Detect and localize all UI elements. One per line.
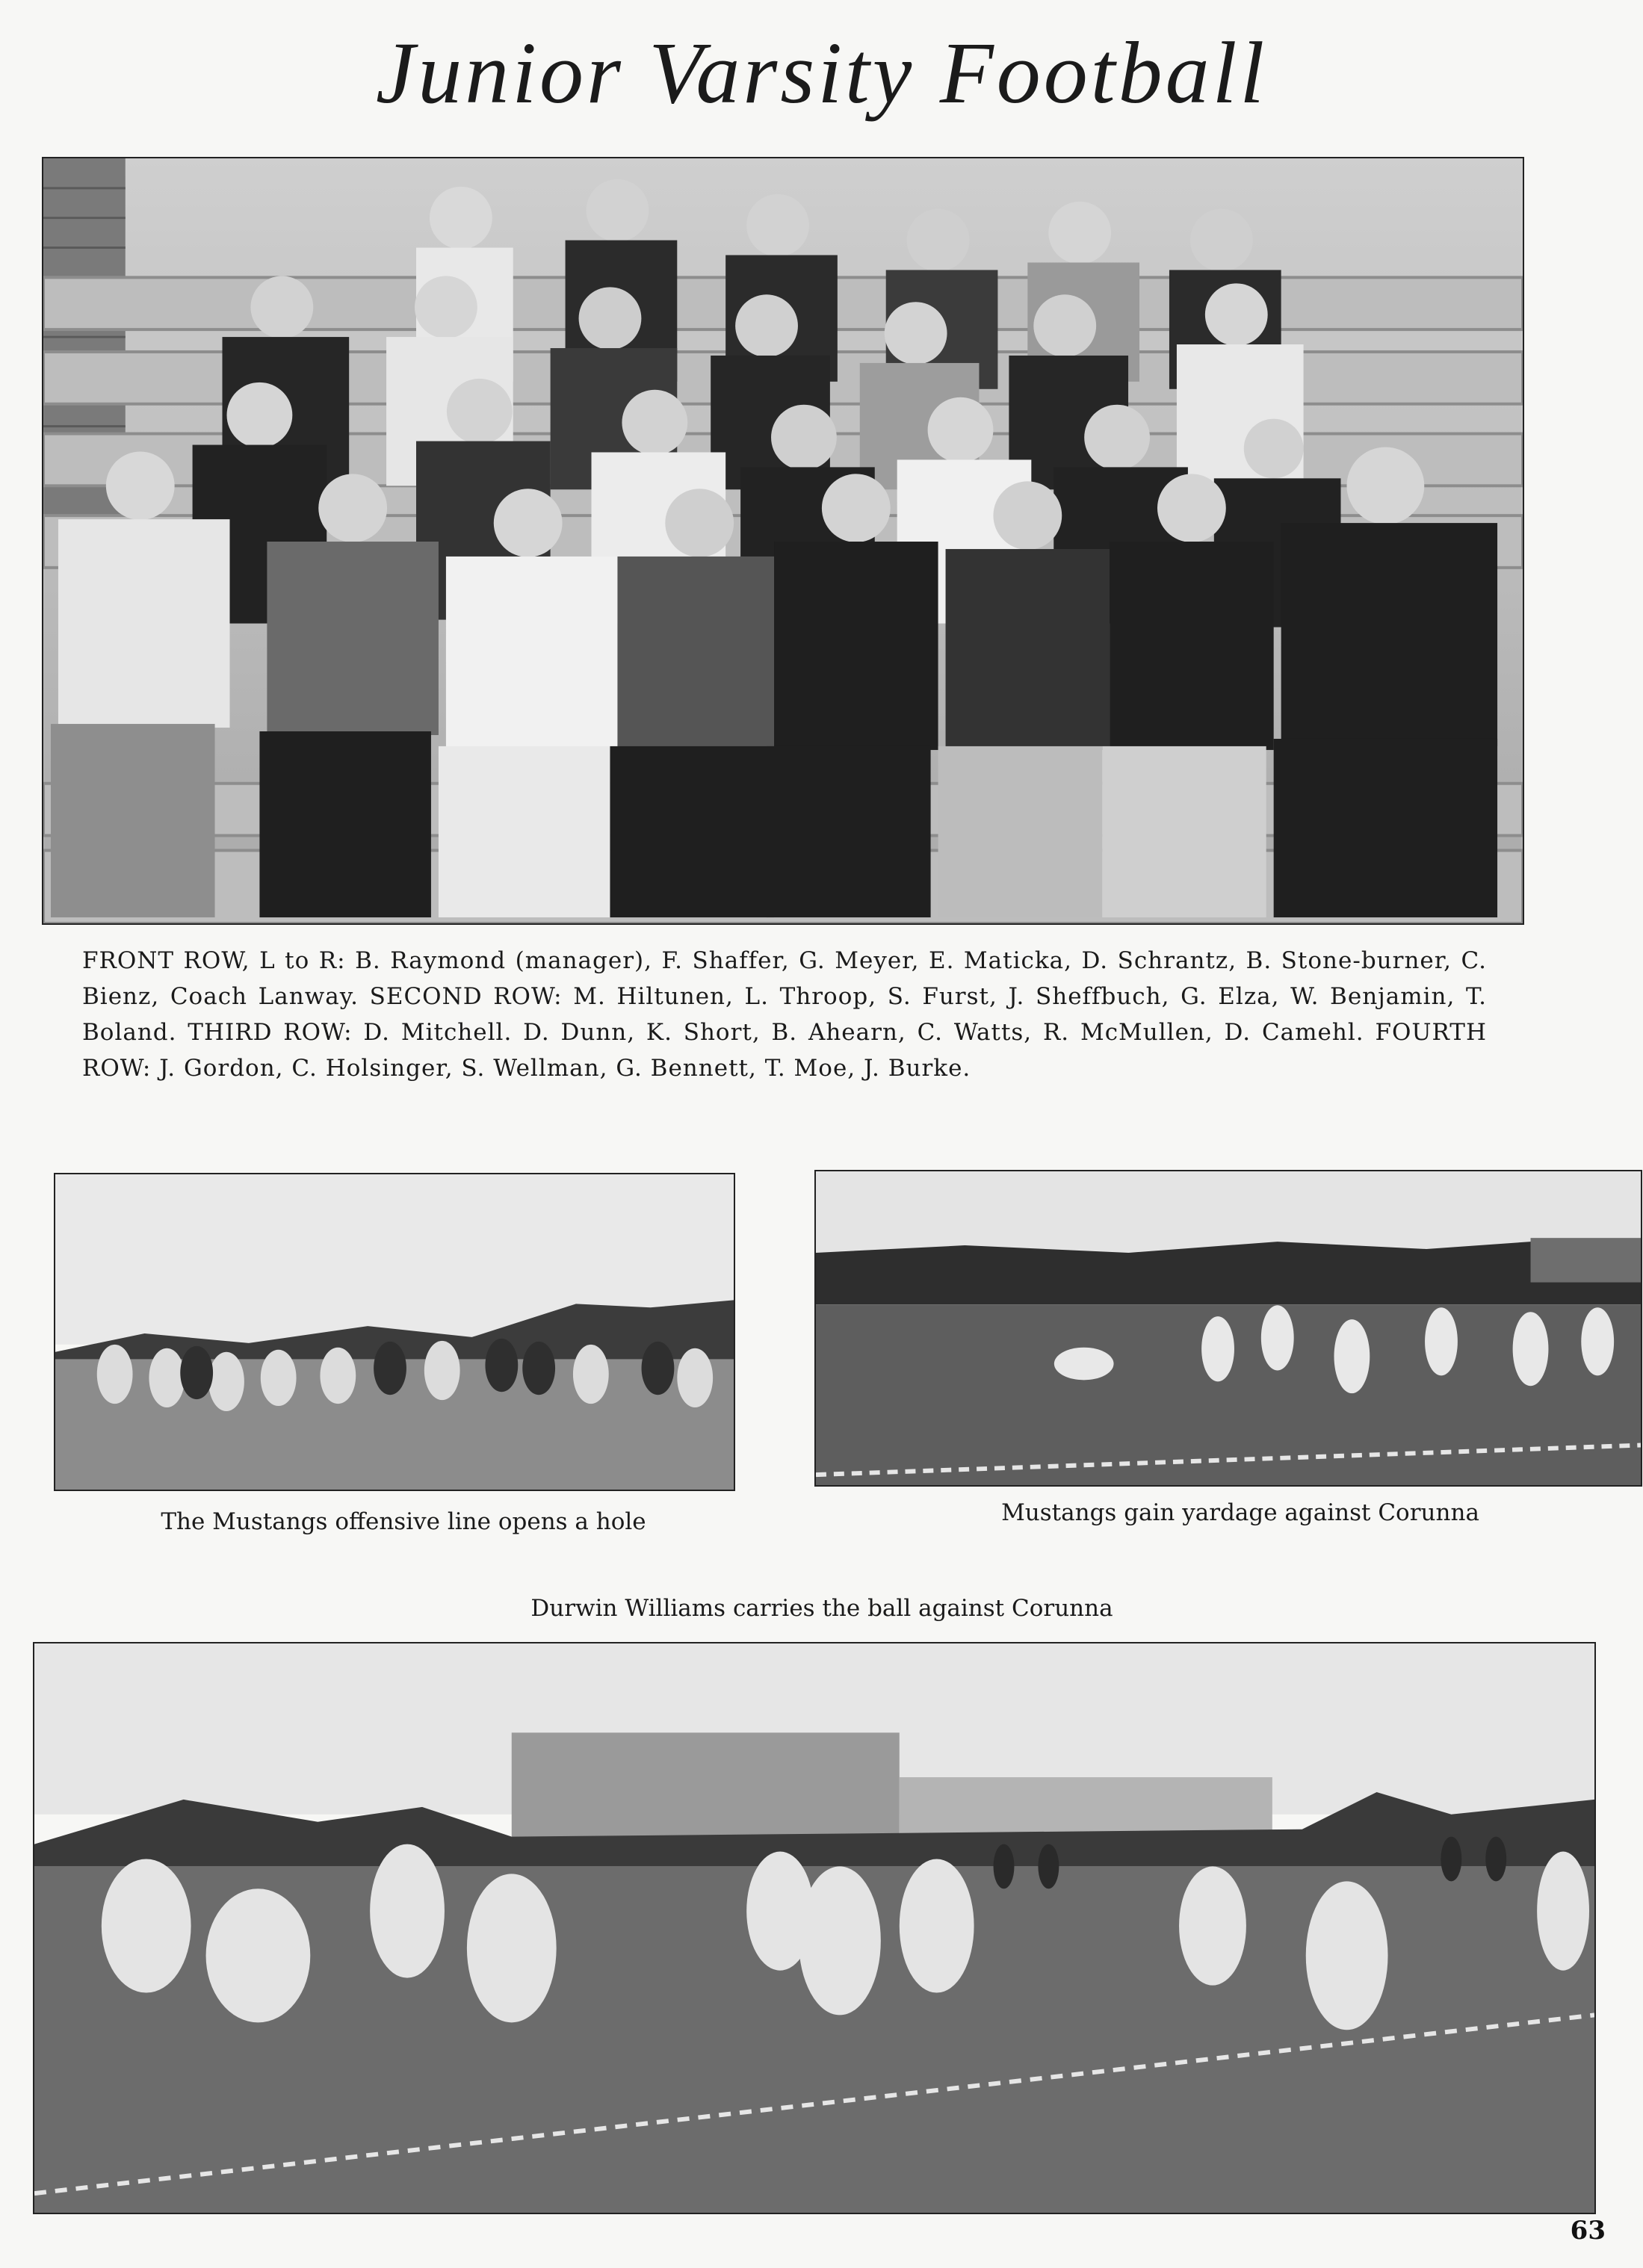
team-photo-illustration bbox=[43, 158, 1523, 923]
game-bottom-illustration bbox=[34, 1643, 1594, 2213]
team-roster-caption: FRONT ROW, L to R: B. Raymond (manager), F. Shaffer, G. Meyer, E. Maticka, D. Schrantz, B. Stone-burner, C. Bienz, Coach Lanway. SECOND ROW: M. Hiltunen, L. Throop, S. Furst, J. Sheffbuch, G. Elza, W. Benjamin, T. Boland. THIRD ROW: D. Mitchell. D. Dunn, K. Short, B. Ahearn, C. Watts, R. McMullen, D. Camehl. FOURTH ROW: J. Gordon, C. Holsinger, S. Wellman, G. Bennett, T. Moe, J. Burke. bbox=[82, 947, 1487, 1082]
caption-offensive-line: The Mustangs offensive line opens a hole bbox=[161, 1508, 646, 1535]
game-photo-gain-yardage bbox=[814, 1170, 1642, 1487]
caption-gain-yardage: Mustangs gain yardage against Corunna bbox=[1001, 1499, 1479, 1526]
game-left-illustration bbox=[55, 1174, 734, 1490]
team-group-photo bbox=[42, 157, 1524, 925]
game-photo-carries-ball bbox=[33, 1642, 1596, 2214]
page-number: 63 bbox=[1570, 2216, 1606, 2246]
caption-durwin-williams: Durwin Williams carries the ball against Corunna bbox=[530, 1595, 1113, 1622]
game-right-illustration bbox=[816, 1171, 1641, 1485]
game-photo-offensive-line bbox=[54, 1173, 735, 1491]
page-title: Junior Varsity Football bbox=[375, 24, 1268, 122]
